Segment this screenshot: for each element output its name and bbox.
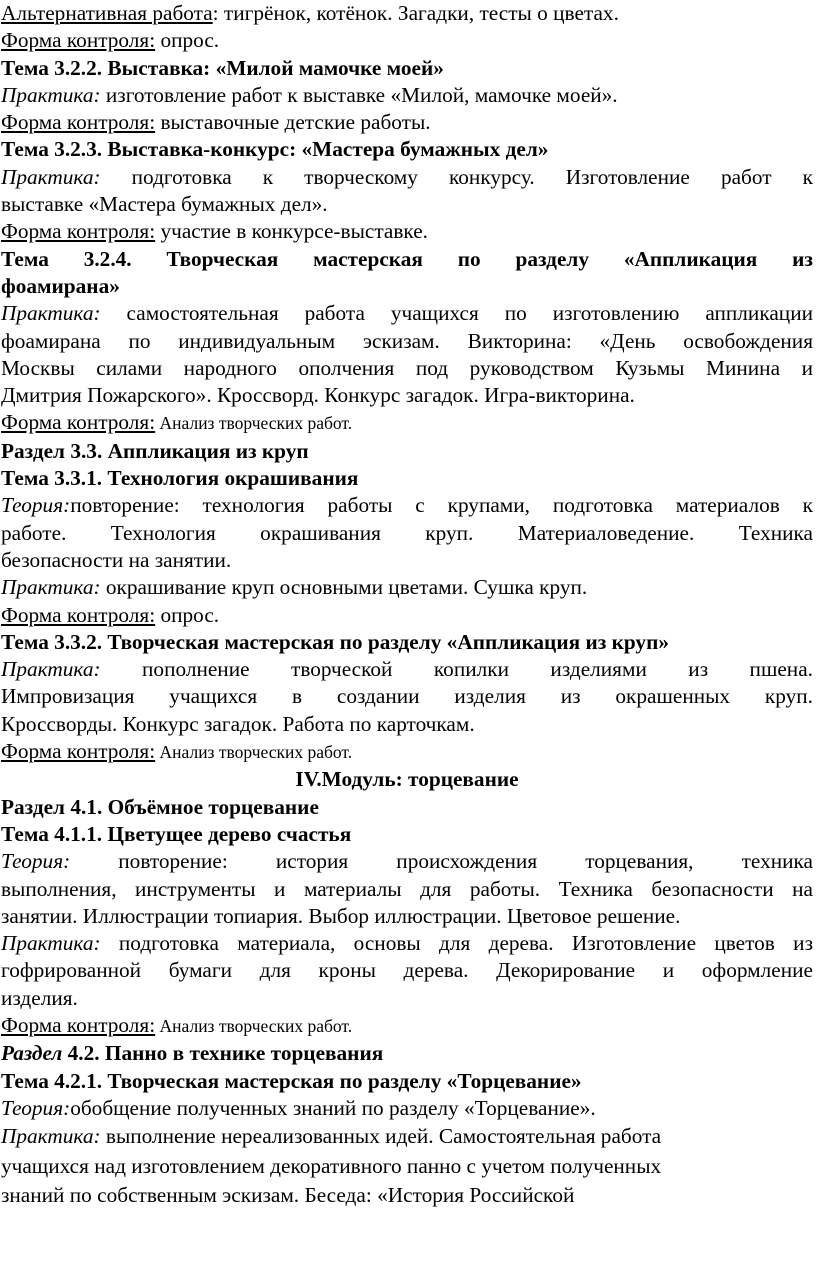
control-form-line: Форма контроля: выставочные детские работы. xyxy=(1,110,431,135)
control-form-line: Форма контроля: Анализ творческих работ. xyxy=(1,410,353,435)
control-form-line: Форма контроля: опрос. xyxy=(1,602,220,627)
theory-line-cont: работе. Технология окрашивания круп. Материаловедение. Техника xyxy=(1,520,813,545)
alt-work-label: Альтернативная работа xyxy=(1,1,213,25)
practice-line: Практика: пополнение творческой копилки изделиями из пшена. xyxy=(1,657,813,682)
section-heading: Раздел 4.2. Панно в технике торцевания xyxy=(1,1041,384,1066)
topic-heading: Тема 3.2.4. Творческая мастерская по разделу «Аппликация из xyxy=(1,246,813,271)
practice-line: Практика: самостоятельная работа учащихся по изготовлению аппликации xyxy=(1,301,813,326)
control-form-line: Форма контроля: опрос. xyxy=(1,28,220,53)
practice-line: Практика: подготовка материала, основы для дерева. Изготовление цветов из xyxy=(1,931,813,956)
theory-line-cont: выполнения, инструменты и материалы для работы. Техника безопасности на xyxy=(1,876,813,901)
practice-line: Практика: выполнение нереализованных идей. Самостоятельная работа xyxy=(1,1124,662,1149)
practice-line-cont: знаний по собственным эскизам. Беседа: «История Российской xyxy=(1,1183,575,1208)
practice-line-cont: учащихся над изготовлением декоративного панно с учетом полученных xyxy=(1,1153,662,1178)
practice-line-cont: Москвы силами народного ополчения под руководством Кузьмы Минина и xyxy=(1,355,813,380)
topic-heading: Тема 3.3.2. Творческая мастерская по разделу «Аппликация из круп» xyxy=(1,629,670,654)
alt-work-line: Альтернативная работа: тигрёнок, котёнок. Загадки, тесты о цветах. xyxy=(1,1,619,25)
topic-heading: Тема 3.2.2. Выставка: «Милой мамочке моей» xyxy=(1,55,444,80)
practice-line: Практика: изготовление работ к выставке «Милой, мамочке моей». xyxy=(1,82,618,107)
theory-line: Теория: повторение: история происхождения торцевания, техника xyxy=(1,849,813,874)
practice-line: Практика: окрашивание круп основными цветами. Сушка круп. xyxy=(1,575,588,600)
theory-line-cont: безопасности на занятии. xyxy=(1,547,232,572)
module-heading: IV.Модуль: торцевание xyxy=(295,767,519,792)
control-form-line: Форма контроля: участие в конкурсе-выставке. xyxy=(1,219,429,244)
practice-line-cont: Импровизация учащихся в создании изделия из окрашенных круп. xyxy=(1,684,813,709)
section-heading: Раздел 4.1. Объёмное торцевание xyxy=(1,794,319,819)
theory-line: Теория:повторение: технология работы с крупами, подготовка материалов к xyxy=(1,493,813,518)
topic-heading: Тема 4.2.1. Творческая мастерская по разделу «Торцевание» xyxy=(1,1068,582,1093)
practice-line-cont: Дмитрия Пожарского». Кроссворд. Конкурс загадок. Игра-викторина. xyxy=(1,383,635,408)
theory-line-cont: занятии. Иллюстрации топиария. Выбор иллюстрации. Цветовое решение. xyxy=(1,903,681,928)
section-heading: Раздел 3.3. Аппликация из круп xyxy=(1,438,309,463)
practice-line-cont: фоамирана по индивидуальным эскизам. Викторина: «День освобождения xyxy=(1,328,813,353)
topic-heading: Тема 4.1.1. Цветущее дерево счастья xyxy=(1,821,352,846)
practice-line: Практика: подготовка к творческому конкурсу. Изготовление работ к xyxy=(1,164,813,189)
topic-heading-cont: фоамирана» xyxy=(1,273,120,298)
control-form-line: Форма контроля: Анализ творческих работ. xyxy=(1,739,353,764)
control-form-line: Форма контроля: Анализ творческих работ. xyxy=(1,1012,353,1037)
practice-line-cont: изделия. xyxy=(1,985,78,1010)
practice-line-cont: выставке «Мастера бумажных дел». xyxy=(1,192,328,217)
topic-heading: Тема 3.2.3. Выставка-конкурс: «Мастера бумажных дел» xyxy=(1,137,549,162)
topic-heading: Тема 3.3.1. Технология окрашивания xyxy=(1,466,359,491)
practice-line-cont: Кроссворды. Конкурс загадок. Работа по карточкам. xyxy=(1,711,475,736)
practice-line-cont: гофрированной бумаги для кроны дерева. Декорирование и оформление xyxy=(1,958,813,983)
theory-line: Теория:обобщение полученных знаний по разделу «Торцевание». xyxy=(1,1095,596,1120)
